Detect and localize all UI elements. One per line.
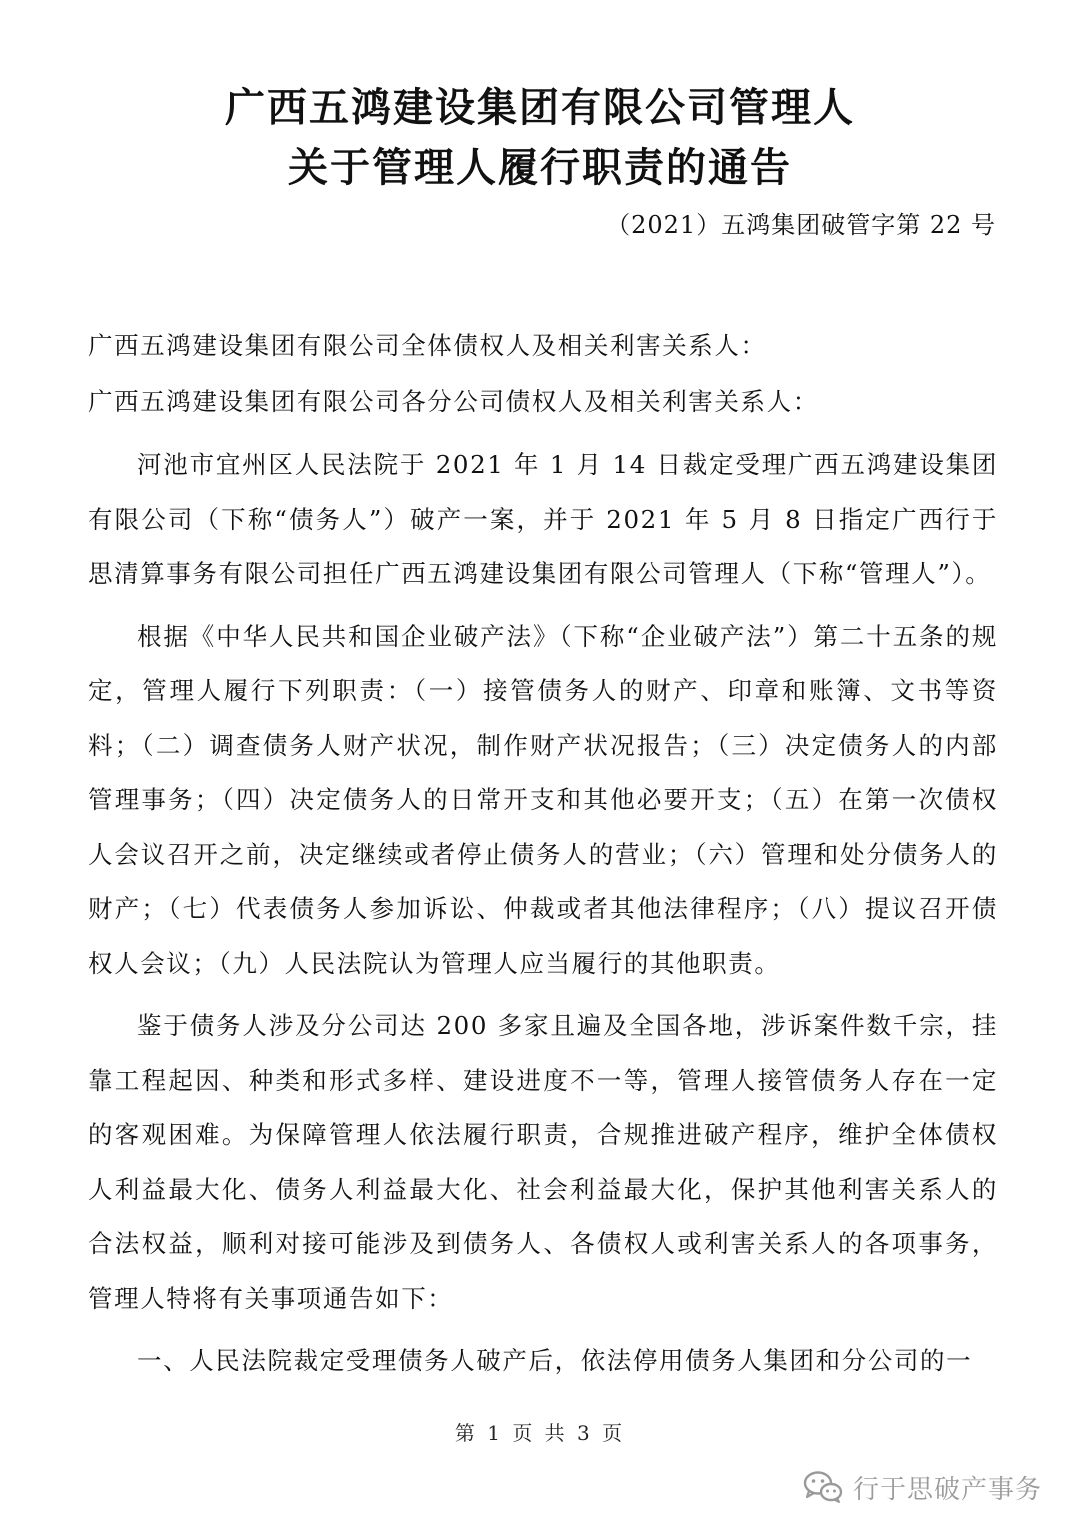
document-title-line-1: 广西五鸿建设集团有限公司管理人 bbox=[225, 85, 855, 131]
page-number-footer: 第 1 页 共 3 页 bbox=[454, 1421, 626, 1445]
paragraph-difficulties-notice: 鉴于债务人涉及分公司达 200 多家且遍及全国各地，涉诉案件数千宗，挂靠工程起因、种类和形式多样、建设进度不一等，管理人接管债务人存在一定的客观困难。为保障管理人依法履行职责，合规推进破产程序，维护全体债权人利益最大化、债务人利益最大化、社会利益最大化，保护其他利害关系人的合法权益，顺利对接可能涉及到债务人、各债权人或利害关系人的各项事务，管理人特将有关事项通告如下： bbox=[88, 1011, 998, 1313]
paragraph-court-acceptance: 河池市宜州区人民法院于 2021 年 1 月 14 日裁定受理广西五鸿建设集团有限公司（下称“债务人”）破产一案，并于 2021 年 5 月 8 日指定广西行于思清算事务有限公司担任广西五鸿建设集团有限公司管理人（下称“管理人”）。 bbox=[88, 450, 998, 588]
document-body bbox=[88, 318, 998, 1389]
document-title-line-2: 关于管理人履行职责的通告 bbox=[288, 145, 792, 191]
salutation-branch-creditors: 广西五鸿建设集团有限公司各分公司债权人及相关利害关系人： bbox=[88, 387, 819, 416]
wechat-account-watermark bbox=[803, 1465, 1042, 1509]
paragraph-item-one: 一、人民法院裁定受理债务人破产后，依法停用债务人集团和分公司的一 bbox=[137, 1346, 973, 1375]
salutation-all-creditors: 广西五鸿建设集团有限公司全体债权人及相关利害关系人： bbox=[88, 331, 767, 360]
watermark-text: 行于思破产事务 bbox=[852, 1474, 1042, 1505]
wechat-icon bbox=[803, 1470, 843, 1504]
paragraph-manager-duties: 根据《中华人民共和国企业破产法》（下称“企业破产法”）第二十五条的规定，管理人履行下列职责：（一）接管债务人的财产、印章和账簿、文书等资料；（二）调查债务人财产状况，制作财产状况报告；（三）决定债务人的内部管理事务；（四）决定债务人的日常开支和其他必要开支；（五）在第一次债权人会议召开之前，决定继续或者停止债务人的营业；（六）管理和处分债务人的财产；（七）代表债务人参加诉讼、仲裁或者其他法律程序；（八）提议召开债权人会议；（九）人民法院认为管理人应当履行的其他职责。 bbox=[88, 621, 998, 978]
document-number: （2021）五鸿集团破管字第 22 号 bbox=[606, 211, 996, 239]
